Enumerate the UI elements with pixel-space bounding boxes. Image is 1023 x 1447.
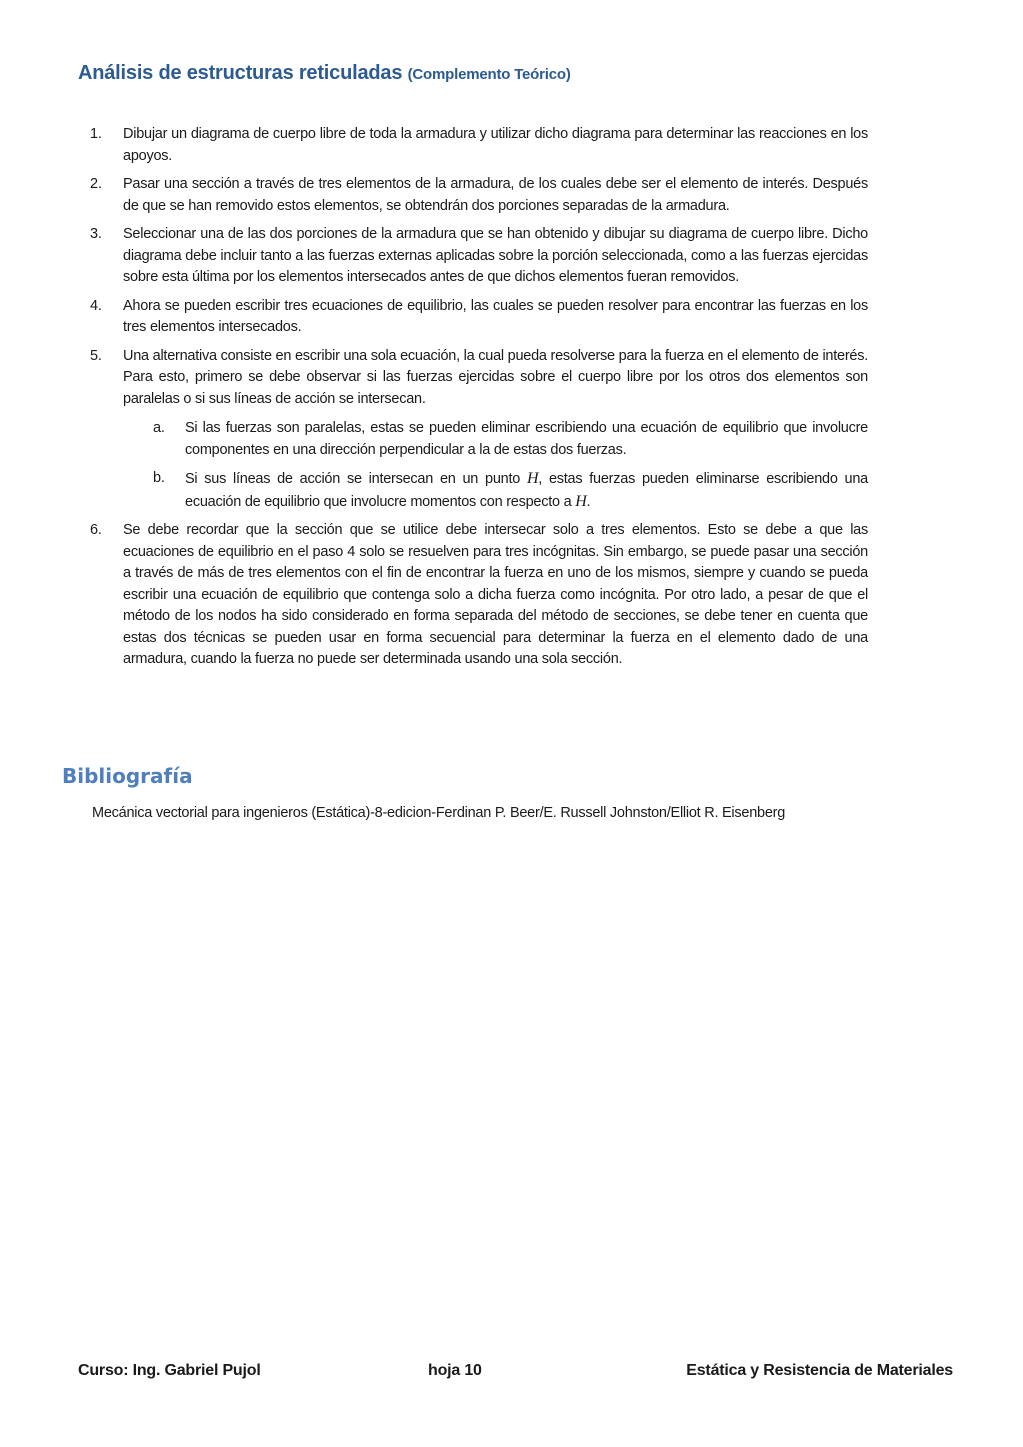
- bibliography-entry: Mecánica vectorial para ingenieros (Estática)-8-edicion-Ferdinan P. Beer/E. Russell Johnston/Elliot R. Eisenberg: [92, 805, 786, 821]
- list-item-step-6: [78, 520, 868, 671]
- step-text: Pasar una sección a través de tres elementos de la armadura, de los cuales debe ser el elemento de interés. Después de que se han removido estos elementos, se obtendrán dos porciones separadas de la armadura.: [123, 176, 868, 214]
- procedure-list: [78, 124, 868, 678]
- step-text: Dibujar un diagrama de cuerpo libre de toda la armadura y utilizar dicho diagrama para determinar las reacciones en los apoyos.: [123, 126, 868, 164]
- footer-page-number: hoja 10: [428, 1362, 482, 1379]
- substep-text: , estas fuerzas pueden eliminarse escribiendo una ecuación de equilibrio que involucre momentos con respecto a: [185, 471, 868, 510]
- sub-list: [123, 418, 868, 513]
- step-number: 4.: [90, 297, 102, 314]
- list-item-step-1: [78, 124, 868, 167]
- list-item-step-5: [78, 346, 868, 514]
- footer-course: Curso: Ing. Gabriel Pujol: [78, 1362, 261, 1379]
- step-number: 5.: [90, 347, 102, 364]
- list-item-step-4: [78, 296, 868, 339]
- substep-letter: b.: [153, 470, 165, 486]
- substep-text: Si las fuerzas son paralelas, estas se pueden eliminar escribiendo una ecuación de equilibrio que involucre componentes en una dirección perpendicular a la de estas dos fuerzas.: [185, 420, 868, 458]
- step-number: 2.: [90, 176, 102, 192]
- step-text: Seleccionar una de las dos porciones de la armadura que se han obtenido y dibujar su diagrama de cuerpo libre. Dicho diagrama debe incluir tanto a las fuerzas externas aplicadas sobre la porción seleccionada, como a las fuerzas ejercidas sobre esta última por los elementos intersecados antes de que dichos elementos fueran removidos.: [123, 226, 868, 285]
- footer-subject: Estática y Resistencia de Materiales: [686, 1362, 953, 1379]
- math-variable: H: [575, 492, 587, 510]
- page-title-main: Análisis de estructuras reticuladas: [78, 62, 403, 84]
- step-text: Ahora se pueden escribir tres ecuaciones de equilibrio, las cuales se pueden resolver para encontrar las fuerzas en los tres elementos intersecados.: [123, 297, 868, 335]
- step-text: Se debe recordar que la sección que se utilice debe intersecar solo a tres elementos. Esto se debe a que las ecuaciones de equilibrio en el paso 4 solo se resuelven para tres incógnitas. Sin embargo, se puede pasar una sección a través de más de tres elementos con el fin de encontrar la fuerza en uno de los mismos, siempre y cuando se pueda escribir una ecuación de equilibrio que contenga solo a dicha fuerza como incógnita. Por otro lado, a pesar de que el método de los nodos ha sido considerado en forma separada del método de secciones, se debe tener en cuenta que estas dos técnicas se pueden usar en forma secuencial para determinar la fuerza en el elemento dado de una armadura, cuando la fuerza no puede ser determinada usando una sola sección.: [123, 522, 868, 667]
- bibliography-heading: Bibliografía: [62, 764, 193, 788]
- step-number: 6.: [90, 522, 102, 538]
- page-subtitle: (Complemento Teórico): [407, 66, 571, 83]
- list-item-substep-a: [123, 418, 868, 461]
- step-number: 1.: [90, 126, 102, 142]
- list-item-substep-b: [123, 468, 868, 513]
- substep-text: .: [586, 493, 591, 510]
- list-item-step-3: [78, 224, 868, 289]
- math-variable: H: [526, 470, 539, 487]
- substep-letter: a.: [153, 420, 165, 436]
- page-title: [78, 62, 571, 85]
- step-number: 3.: [90, 226, 102, 242]
- list-item-step-2: [78, 174, 868, 217]
- step-text: Una alternativa consiste en escribir una sola ecuación, la cual pueda resolverse para la fuerza en el elemento de interés. Para esto, primero se debe observar si las fuerzas ejercidas sobre el cuerpo libre por los otros dos elementos son paralelas o si sus líneas de acción se intersecan.: [123, 347, 868, 407]
- substep-text: Si sus líneas de acción se intersecan en un punto: [185, 471, 527, 487]
